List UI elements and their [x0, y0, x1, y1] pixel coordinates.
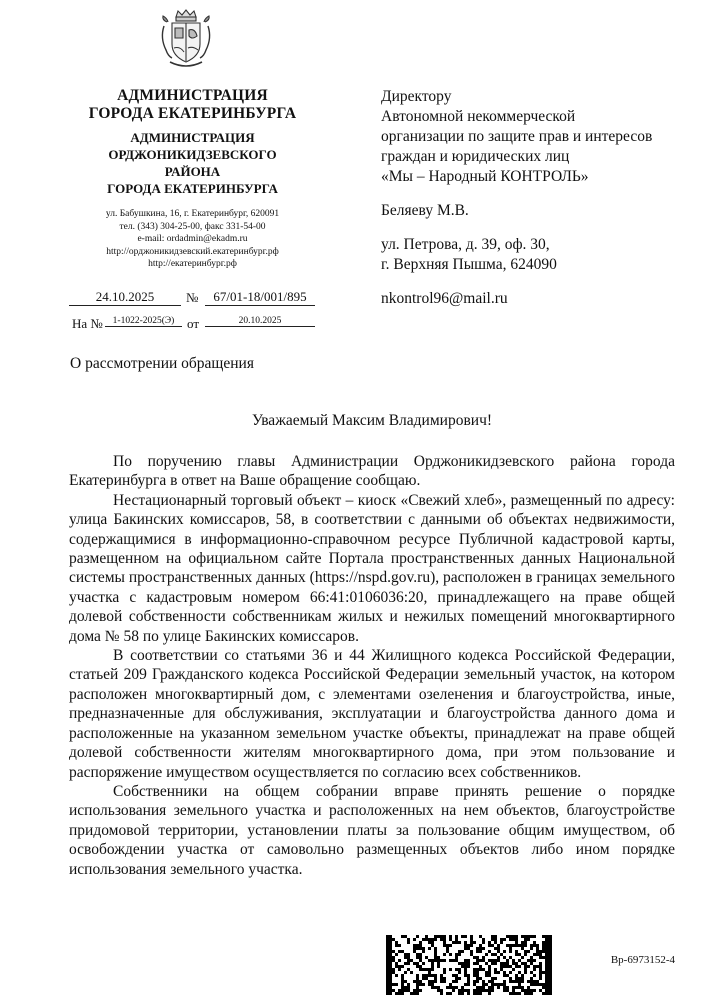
addressee-block	[381, 87, 681, 309]
outgoing-number: 67/01-18/001/895	[205, 289, 315, 306]
reply-to-number: 1-1022-2025(Э)	[105, 314, 182, 327]
reply-to-label: На №	[72, 316, 103, 331]
addressee-street: ул. Петрова, д. 39, оф. 30,	[381, 236, 550, 253]
from-label: от	[187, 316, 200, 331]
reply-to-date: 20.10.2025	[205, 314, 315, 327]
addressee-org-name: «Мы – Народный КОНТРОЛЬ»	[381, 168, 589, 185]
document-id: Вр-6973152-4	[610, 954, 675, 966]
body-paragraph: Нестационарный торговый объект – киоск «Свежий хлеб», размещенный по адресу: улица Бакинских комиссаров, 58, в соответствии с данными об объектах недвижимости, содержащимися в информационно-справочном ресурсе Публичной кадастровой карты, размещенном на официальном сайте Портала пространственных данных Национальной системы пространственных данных (https://nspd.gov.ru), расположен в границах земельного участка с кадастровым номером 66:41:0106036:20, принадлежащего на праве общей долевой собственности собственникам жилых и нежилых помещений многоквартирного дома № 58 по улице Бакинских комиссаров.	[69, 491, 675, 645]
outgoing-date: 24.10.2025	[69, 289, 181, 306]
addressee-org-line: организации по защите прав и интересов	[381, 128, 653, 145]
body-paragraph: В соответствии со статьями 36 и 44 Жилищного кодекса Российской Федерации, статьей 209 Гражданского кодекса Российской Федерации земельный участок, на котором расположен многоквартирный дом, с элементами озеленения и благоустройства, иные, предназначенные для обслуживания, эксплуатации и благоустройства данного дома и расположенные на указанном земельном участке объекты, принадлежат на праве общей долевой собственности жителям многоквартирного дома, при этом пользование и распоряжение имуществом осуществляется по согласию всех собственников.	[69, 647, 675, 781]
number-label: №	[186, 290, 199, 305]
barcode-icon	[386, 935, 552, 995]
body-paragraph: По поручению главы Администрации Орджоникидзевского района города Екатеринбурга в ответ на Ваше обращение сообщаю.	[69, 453, 675, 490]
addressee-name: Беляеву М.В.	[381, 202, 469, 219]
district-administration-title: АДМИНИСТРАЦИЯ ОРДЖОНИКИДЗЕВСКОГО РАЙОНА ГОРОДА ЕКАТЕРИНБУРГА	[107, 130, 278, 196]
coat-of-arms-icon	[158, 8, 214, 70]
letter-body	[69, 452, 675, 879]
contact-info: ул. Бабушкина, 16, г. Екатеринбург, 620091 тел. (343) 304-25-00, факс 331-54-00 e-mail: ordadmin@ekadm.ru http://орджоникидзевский.екатеринбург.рф http://екатеринбург.рф	[105, 209, 280, 270]
addressee-email: nkontrol96@mail.ru	[381, 290, 508, 307]
addressee-org-line: граждан и юридических лиц	[381, 148, 570, 165]
addressee-city: г. Верхняя Пышма, 624090	[381, 256, 557, 273]
city-administration-title: АДМИНИСТРАЦИЯ ГОРОДА ЕКАТЕРИНБУРГА	[88, 87, 297, 122]
addressee-position: Директору	[381, 88, 452, 105]
body-paragraph: Собственники на общем собрании вправе принять решение о порядке использования земельного участка и расположенных на нем объектов, благоустройстве придомовой территории, установлении платы за пользование общим имуществом, об освобождении участка от самовольно размещенных объектов либо ином порядке использования земельного участка.	[69, 782, 675, 878]
greeting: Уважаемый Максим Владимирович!	[251, 412, 493, 429]
addressee-org-line: Автономной некоммерческой	[381, 108, 576, 125]
letter-subject: О рассмотрении обращения	[70, 355, 254, 372]
